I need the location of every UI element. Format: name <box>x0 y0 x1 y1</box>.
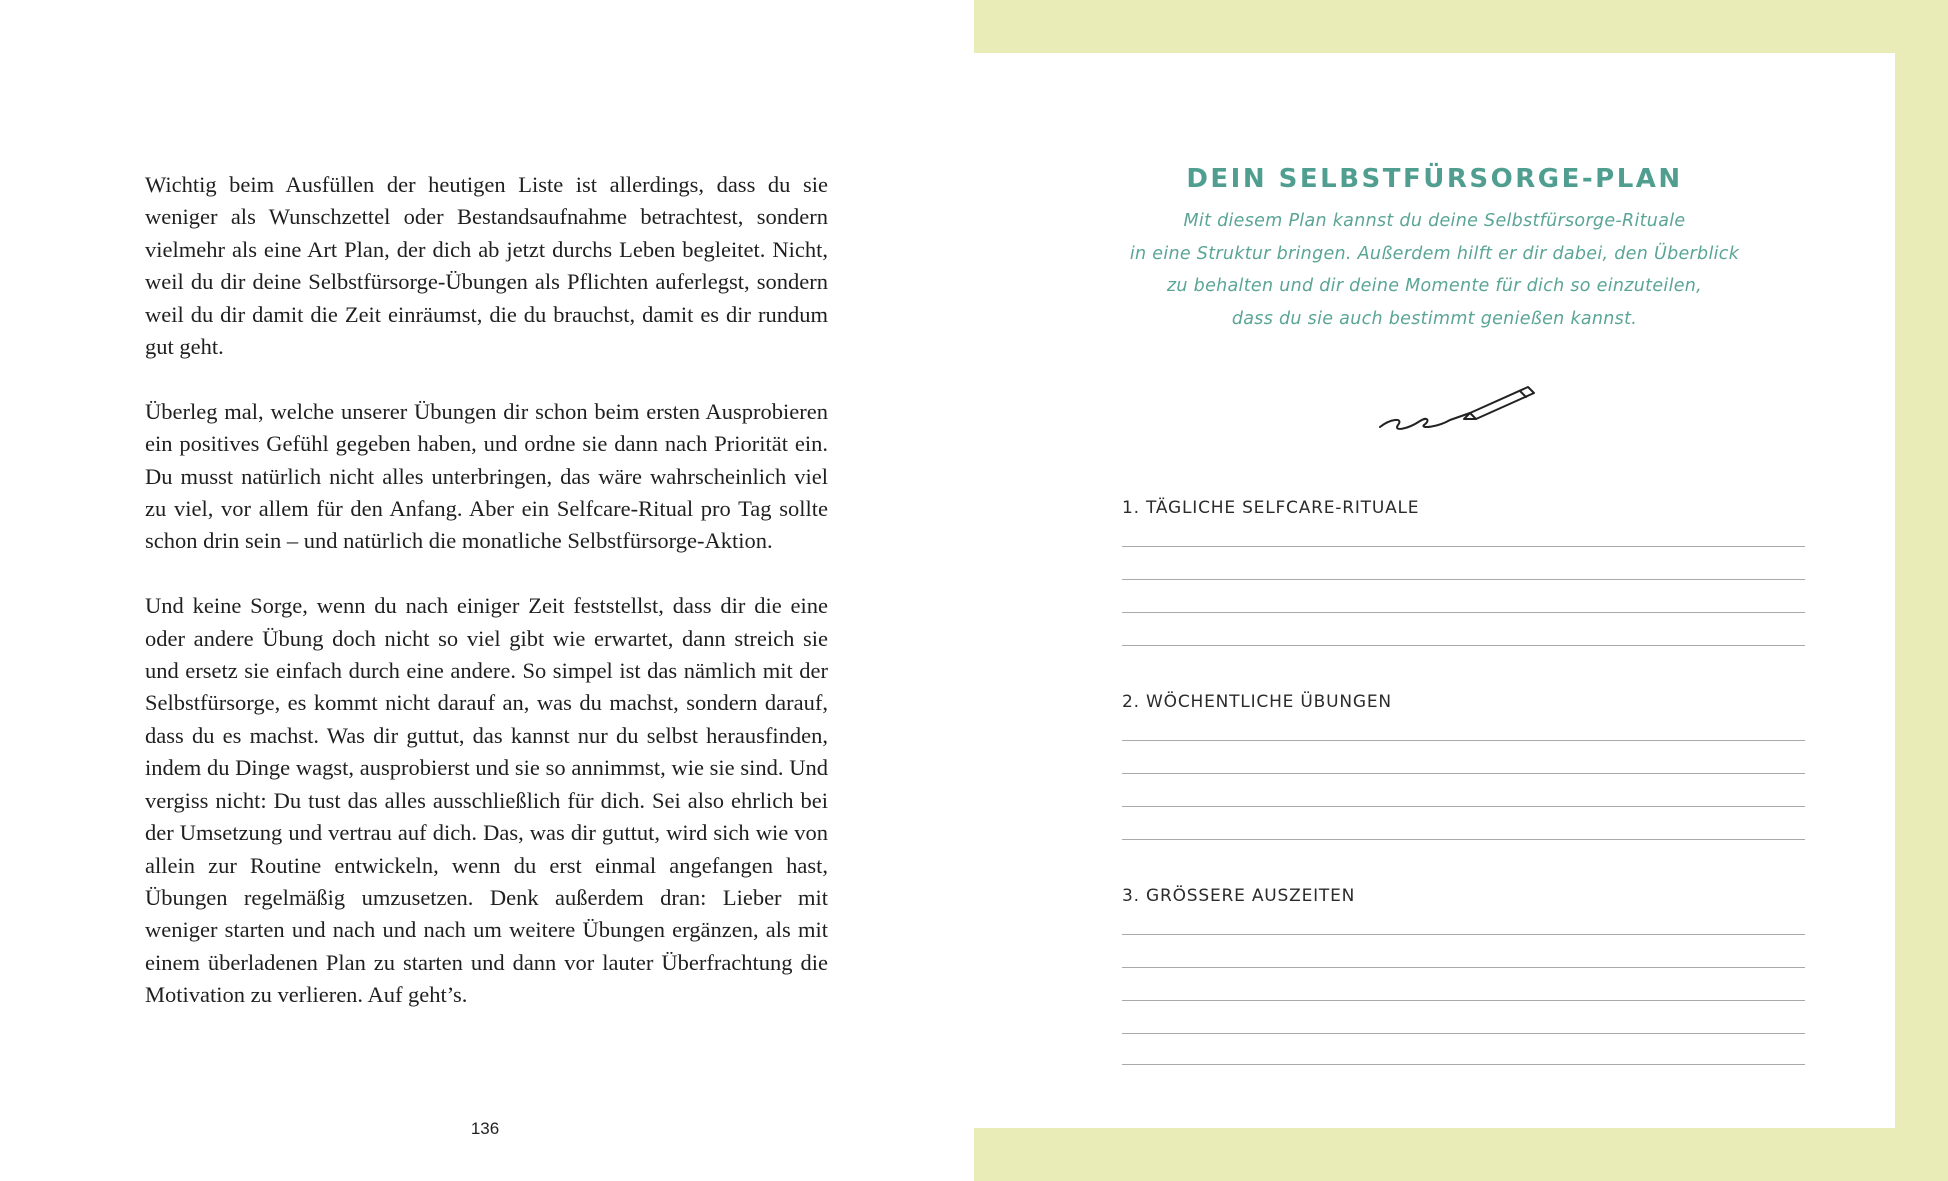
writing-line[interactable] <box>1122 548 1805 580</box>
section-bigger-breaks <box>1122 886 1805 1065</box>
section-heading: 1. TÄGLICHE SELFCARE-RITUALE <box>1122 498 1420 518</box>
writing-line[interactable] <box>1122 936 1805 968</box>
subtitle-line: zu behalten und dir deine Momente für dich so einzuteilen, <box>1166 276 1703 296</box>
section-daily-rituals <box>1122 498 1805 646</box>
right-page <box>974 0 1948 1181</box>
writing-line[interactable] <box>1122 808 1805 840</box>
worksheet-card <box>974 53 1895 1128</box>
writing-line[interactable] <box>1122 969 1805 1001</box>
worksheet-title: DEIN SELBSTFÜRSORGE-PLAN <box>1186 164 1683 194</box>
section-heading: 2. WÖCHENTLICHE ÜBUNGEN <box>1122 692 1392 712</box>
body-text <box>145 169 828 1044</box>
subtitle-line: in eine Struktur bringen. Außerdem hilft er dir dabei, den Überblick <box>1129 243 1740 264</box>
page-number: 136 <box>470 1119 500 1138</box>
section-heading: 3. GRÖSSERE AUSZEITEN <box>1122 886 1356 906</box>
writing-line[interactable] <box>1122 1002 1805 1034</box>
writing-line[interactable] <box>1122 742 1805 774</box>
section-weekly-exercises <box>1122 692 1805 840</box>
paragraph: Und keine Sorge, wenn du nach einiger Zeit feststellst, dass dir die eine oder andere Übung doch nicht so viel gibt wie erwartet, dann streich sie und ersetz sie einfach durch eine andere. So simpel ist das nämlich mit der Selbstfürsorge, es kommt nicht darauf an, was du machst, sondern darauf, dass du es machst. Was dir guttut, das kannst nur du selbst herausfinden, indem du Dinge wagst, ausprobierst und sie so annimmst, wie sie sind. Und vergiss nicht: Du tust das alles ausschließlich für dich. Sei also ehrlich bei der Umsetzung und vertrau auf dich. Das, was dir guttut, wird sich wie von allein zur Routine entwickeln, wenn du erst einmal angefangen hast, Übungen regelmäßig umzusetzen. Denk außerdem dran: Lieber mit weniger starten und nach und nach um weitere Übungen ergänzen, als mit einem überladenen Plan zu starten und dann vor lauter Überfrachtung die Motivation zu verlieren. Auf geht’s. <box>145 593 828 1008</box>
writing-line[interactable] <box>1122 775 1805 807</box>
subtitle-line: dass du sie auch bestimmt genießen kannst. <box>1231 308 1638 329</box>
writing-line[interactable] <box>1122 907 1805 935</box>
writing-line[interactable] <box>1122 581 1805 613</box>
subtitle-line: Mit diesem Plan kannst du deine Selbstfürsorge-Rituale <box>1183 211 1686 231</box>
worksheet-subtitle <box>974 205 1895 335</box>
writing-line[interactable] <box>1122 1035 1805 1065</box>
writing-line[interactable] <box>1122 614 1805 646</box>
writing-line[interactable] <box>1122 713 1805 741</box>
paragraph: Überleg mal, welche unserer Übungen dir schon beim ersten Ausprobieren ein positives Gefühl gegeben haben, und ordne sie dann nach Priorität ein. Du musst natürlich nicht alles unterbringen, das wäre wahrscheinlich viel zu viel, vor allem für den Anfang. Aber ein Selfcare-Ritual pro Tag sollte schon drin sein – und natürlich die monatliche Selbstfürsorge-Aktion. <box>145 398 828 554</box>
pen-icon <box>1378 385 1548 435</box>
writing-line[interactable] <box>1122 519 1805 547</box>
paragraph: Wichtig beim Ausfüllen der heutigen Liste ist allerdings, dass du sie weniger als Wunschzettel oder Bestandsaufnahme betrachtest, sondern vielmehr als eine Art Plan, der dich ab jetzt durchs Leben begleitet. Nicht, weil du dir deine Selbstfürsorge-Übungen als Pflichten auferlegst, sondern weil du dir damit die Zeit einräumst, die du brauchst, damit es dir rundum gut geht. <box>145 172 828 360</box>
